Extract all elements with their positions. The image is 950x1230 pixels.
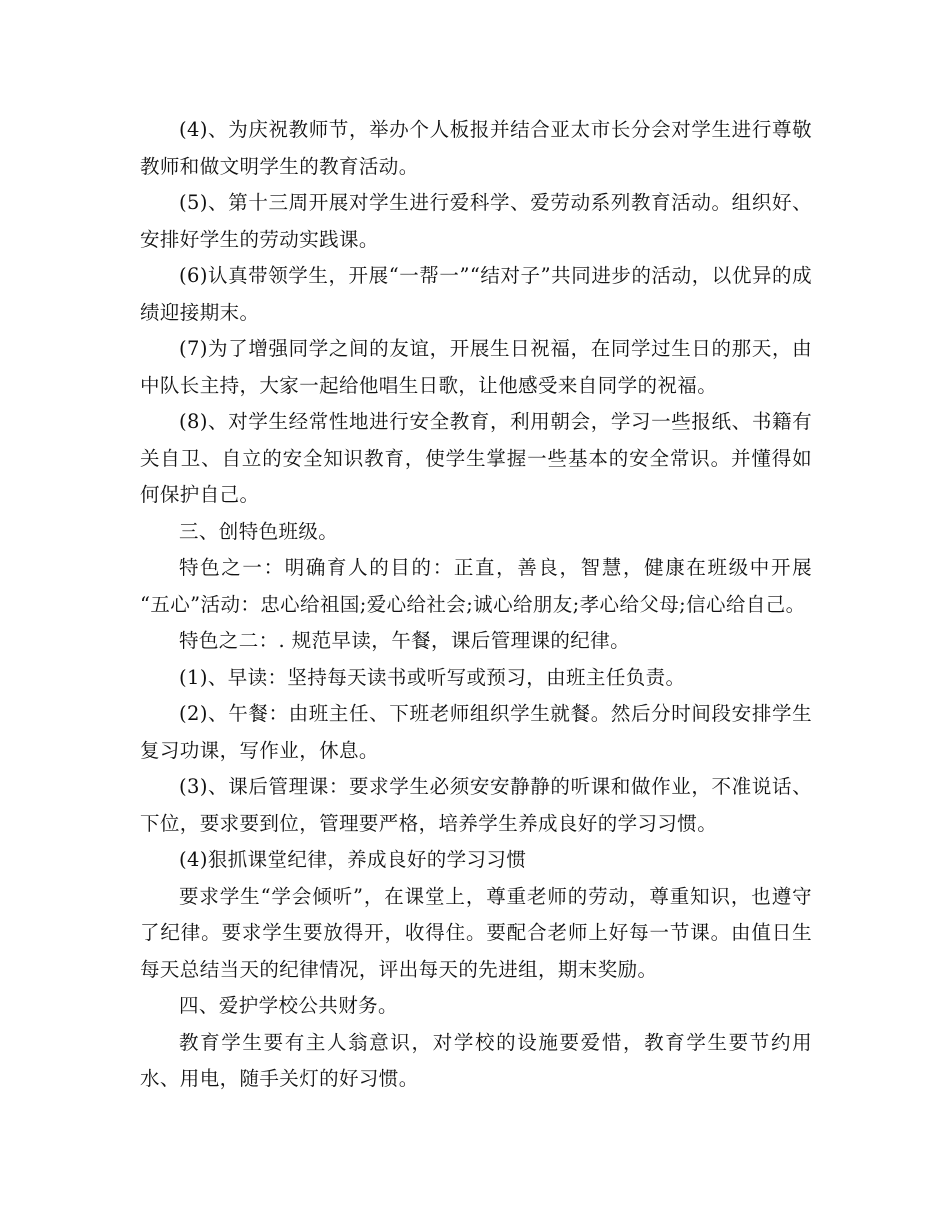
paragraph-item-4: (4)、为庆祝教师节，举办个人板报并结合亚太市长分会对学生进行尊敬教师和做文明学生的教育活动。 [140, 118, 812, 178]
document-body [140, 112, 812, 1098]
feature-one-paragraph: 特色之一：明确育人的目的：正直，善良，智慧，健康在班级中开展 “五心”活动：忠心给祖国;爱心给社会;诚心给朋友;孝心给父母;信心给自己。 [140, 556, 812, 616]
discipline-paragraph: 要求学生“学会倾听”，在课堂上，尊重老师的劳动，尊重知识，也遵守了纪律。要求学生要放得开，收得住。要配合老师上好每一节课。由值日生每天总结当天的纪律情况，评出每天的先进组，期末奖励。 [140, 884, 812, 981]
paragraph-item-5: (5)、第十三周开展对学生进行爱科学、爱劳动系列教育活动。组织好、安排好学生的劳动实践课。 [140, 191, 812, 251]
sub-item-4: (4)狠抓课堂纪律，养成良好的学习习惯 [179, 848, 527, 871]
section-heading-4: 四、爱护学校公共财务。 [179, 994, 398, 1017]
sub-item-1: (1)、早读：坚持每天读书或听写或预习，由班主任负责。 [179, 665, 686, 689]
section-heading-3: 三、创特色班级。 [179, 519, 339, 543]
sub-item-2: (2)、午餐：由班主任、下班老师组织学生就餐。然后分时间段安排学生复习功课，写作业，休息。 [140, 702, 812, 762]
paragraph-item-8: (8)、对学生经常性地进行安全教育，利用朝会，学习一些报纸、书籍有关自卫、自立的安全知识教育，使学生掌握一些基本的安全常识。并懂得如何保护自己。 [140, 410, 812, 506]
feature-two-paragraph: 特色之二：. 规范早读，午餐，课后管理课的纪律。 [179, 629, 630, 652]
sub-item-3: (3)、课后管理课：要求学生必须安安静静的听课和做作业，不准说话、下位，要求要到位，管理要严格，培养学生养成良好的学习习惯。 [140, 775, 812, 835]
paragraph-item-6: (6)认真带领学生，开展“一帮一”“结对子”共同进步的活动，以优异的成绩迎接期末。 [140, 264, 812, 324]
property-paragraph: 教育学生要有主人翁意识，对学校的设施要爱惜，教育学生要节约用水、用电，随手关灯的好习惯。 [140, 1030, 812, 1090]
paragraph-item-7: (7)为了增强同学之间的友谊，开展生日祝福，在同学过生日的那天，由中队长主持，大家一起给他唱生日歌，让他感受来自同学的祝福。 [140, 337, 812, 397]
